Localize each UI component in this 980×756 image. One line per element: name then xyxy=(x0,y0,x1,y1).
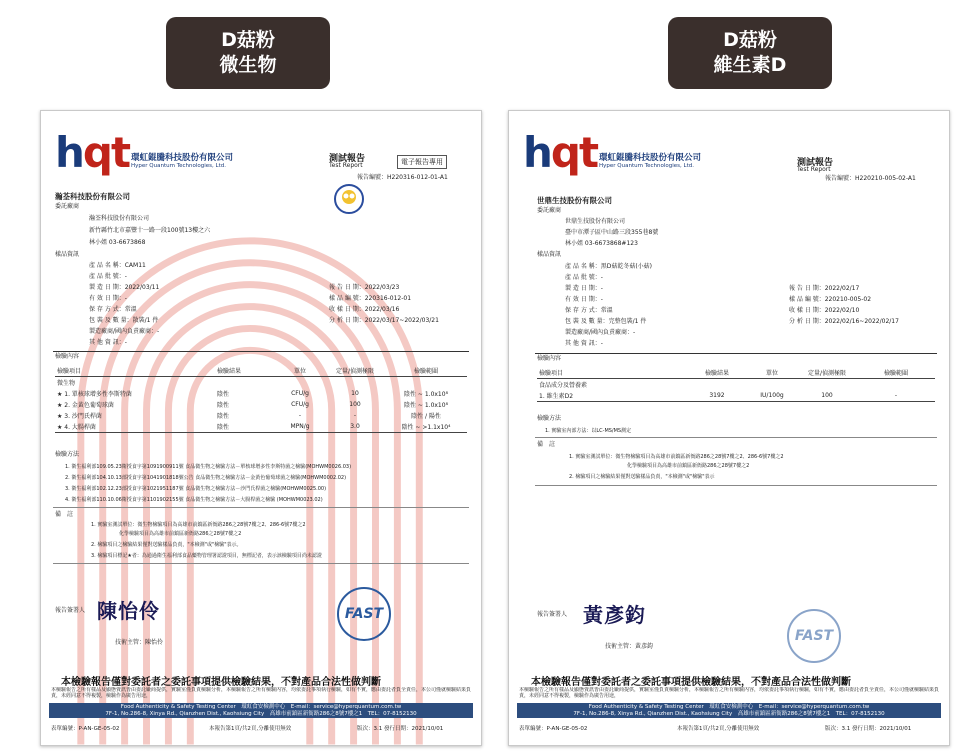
test-report-microbiology xyxy=(40,110,482,746)
cell: ★ 2. 金黃色葡萄球菌 xyxy=(57,402,114,409)
fast-certification-stamp xyxy=(337,587,391,641)
footer-bar-line1: Food Authenticity & Safety Testing Center 環虹食安檢測中心 E-mail：service@hyperquantum.com.tw xyxy=(120,704,402,710)
company-name-en: Hyper Quantum Technologies, Ltd. xyxy=(131,163,226,169)
header-pill-left xyxy=(166,17,330,89)
footer-disclaimer: 本檢驗報告之所有樣品及顯態資訊皆由委託廠商提供，實驗室僅負責檢驗分析，本檢驗報告之所有檢驗內容，均依委託事項執行檢驗，如有不實，應由委託者負全責任，本公司僅就檢驗結果負責，未經同意不得複製，檢驗作為廣告用途， xyxy=(519,687,939,699)
hqt-logo xyxy=(55,128,130,177)
note-line: 化學檢驗項目為高雄市前鎮區新衙路286之28號7樓之2 xyxy=(627,463,750,469)
cell: 3192 xyxy=(709,392,725,399)
hqt-logo-text: hqt xyxy=(523,128,598,177)
report-title-en: Test Report xyxy=(797,166,831,173)
table-row xyxy=(55,421,467,433)
sample-field: 產 品 批 號：- xyxy=(89,273,127,280)
version-info: 版次：3.1 發行日期：2021/10/01 xyxy=(357,726,444,732)
footer-headline: 本檢驗報告僅對委託者之委託事項提供檢驗結果，不對產品合法性做判斷 xyxy=(531,677,851,688)
company-name-zh: 環虹錕騰科技股份有限公司 xyxy=(131,153,234,163)
col-header: 定量/偵測極限 xyxy=(335,368,375,375)
signature: 陳怡伶 xyxy=(97,599,160,623)
cell: CFU/g xyxy=(291,401,309,408)
col-header: 定量/偵測極限 xyxy=(807,370,847,377)
footer-bar-line2: 7F-1, No.286-8, Xinya Rd., Qianzhen Dist., Kaohsiung City 高雄市前鎮區新衙路286之8號7樓之1 TEL：07-8152130 xyxy=(105,711,417,717)
sample-field: 製造廠商/國內負責廠商：- xyxy=(565,329,636,336)
note-line: 2. 檢驗項目之檢驗結果僅對送驗樣品負責，"本檢測"或"檢驗"表示 xyxy=(569,474,715,480)
hqt-logo-text: hqt xyxy=(55,128,130,177)
method-line: 2. 衛生福利部104.10.13部授食字第1041901818號公告 食品微生物之檢驗方法－金黃色葡萄球菌之檢驗(MOHWM0002.02) xyxy=(65,475,347,481)
results-table xyxy=(537,367,935,402)
header-pill-right xyxy=(668,17,832,89)
col-header: 檢驗結果 xyxy=(217,368,242,375)
sample-field: 製 造 日 期：- xyxy=(565,285,603,292)
divider xyxy=(53,507,469,508)
method-line: 1. 實驗室內部方法：以LC-MS/MS測定 xyxy=(545,428,632,434)
col-header: 檢驗項目 xyxy=(539,370,564,377)
client-line-3: 林小姐 03-6673868#123 xyxy=(565,240,638,247)
form-number: 表單編號：P-AN-GE-05-02 xyxy=(519,726,588,732)
cell: 10 xyxy=(351,390,359,397)
header-right-line1: D菇粉 xyxy=(723,29,777,51)
cell: 陰性 ~ >1.1x10⁴ xyxy=(401,424,451,431)
test-report-vitamin-d xyxy=(508,110,950,746)
sample-field: 產 品 批 號：- xyxy=(565,274,603,281)
group-label: 食品成分及營養素 xyxy=(539,382,588,389)
note-line: 1. 實驗室測試單位：微生物檢驗項目為高雄市前鎮區新衙路286之28號7樓之2、286-6號7樓之2 xyxy=(569,454,784,460)
sample-field-right: 報 告 日 期：2022/02/17 xyxy=(789,285,860,292)
sample-field: 保 存 方 式：常溫 xyxy=(89,306,137,313)
sample-field: 其 他 資 訊：- xyxy=(565,340,603,347)
cell: 1. 維生素D2 xyxy=(539,393,574,400)
sample-field: 包 裝 及 數 量：散裝/1 件 xyxy=(89,317,159,324)
client-line-1: 瀚荃科技股份有限公司 xyxy=(89,215,150,222)
note-line: 2. 檢驗項目之檢驗結果僅對送驗樣品負責，"本檢測"或"檢驗"表示。 xyxy=(91,542,242,548)
sample-field-right: 樣 品 編 號：220210-005-02 xyxy=(789,296,872,303)
cell: 100 xyxy=(349,401,361,408)
cell: ★ 4. 大腸桿菌 xyxy=(57,424,96,431)
fast-certification-stamp xyxy=(787,609,841,663)
sample-field: 製 造 日 期：2022/03/11 xyxy=(89,284,160,291)
cell: IU/100g xyxy=(760,392,784,399)
fast-stamp-text: FAST xyxy=(794,628,834,644)
electronic-report-stamp: 電子報告專用 xyxy=(397,155,447,169)
table-header-row xyxy=(537,367,935,379)
method-line: 3. 衛生福利部102.12.23部授食字第1021951187號 食品微生物之檢驗方法－沙門氏桿菌之檢驗(MOHWM0025.00) xyxy=(65,486,327,492)
cell: CFU/g xyxy=(291,390,309,397)
table-row xyxy=(537,390,935,402)
cell: 陰性 xyxy=(217,424,230,431)
sample-field: 有 效 日 期：- xyxy=(565,296,603,303)
results-table xyxy=(55,365,467,433)
company-name-zh: 環虹錕騰科技股份有限公司 xyxy=(599,153,702,163)
taf-seal-icon xyxy=(333,183,365,215)
report-title-zh: 測試報告 xyxy=(329,154,366,164)
cell: 陰性 ~ 1.0x10⁸ xyxy=(404,391,448,398)
footer-bar-line1: Food Authenticity & Safety Testing Center 環虹食安檢測中心 E-mail：service@hyperquantum.com.tw xyxy=(588,704,870,710)
cell: 陰性 xyxy=(217,402,230,409)
tech-supervisor: 技術主管：黃彥鈞 xyxy=(605,643,654,650)
client-label: 委託廠商 xyxy=(55,203,80,210)
footer-bar-line2: 7F-1, No.286-8, Xinya Rd., Qianzhen Dist., Kaohsiung City 高雄市前鎮區新衙路286之8號7樓之1 TEL：07-8152130 xyxy=(573,711,885,717)
sample-field: 其 他 資 訊：- xyxy=(89,339,127,346)
cell: 陰性 ~ 1.0x10⁸ xyxy=(404,402,448,409)
client-line-3: 林小姐 03-6673868 xyxy=(89,239,146,246)
method-label: 檢驗方法 xyxy=(537,415,562,422)
footer-contact-bar xyxy=(49,703,473,718)
client-label: 委託廠商 xyxy=(537,207,562,214)
footer-disclaimer: 本檢驗報告之所有樣品及顯態資訊皆由委託廠商提供，實驗室僅負責檢驗分析，本檢驗報告之所有檢驗內容，均依委託事項執行檢驗，如有不實，應由委託者負全責任，本公司僅就檢驗結果負責，未經同意不得複製，檢驗作為廣告用途， xyxy=(51,687,471,699)
report-title-zh: 測試報告 xyxy=(797,158,834,168)
divider xyxy=(535,353,937,354)
tech-supervisor: 技術主管：陳怡伶 xyxy=(115,639,164,646)
col-header: 檢驗結果 xyxy=(704,370,729,377)
table-group-row xyxy=(537,379,935,391)
cell: - xyxy=(298,412,302,419)
cell: 100 xyxy=(821,392,833,399)
note-line: 3. 檢驗項目標記★者：為通過衛生福利部食品藥物管理署認證項目，無標記者，表示該檢驗項目尚未認證 xyxy=(91,553,322,559)
sample-field: 保 存 方 式：常溫 xyxy=(565,307,613,314)
note-line: 1. 實驗室測試單位：微生物檢驗項目為高雄市前鎮區新衙路286之28號7樓之2、286-6號7樓之2 xyxy=(91,522,306,528)
sample-field: 有 效 日 期：- xyxy=(89,295,127,302)
form-number: 表單編號：P-AN-GE-05-02 xyxy=(51,726,120,732)
col-header: 檢驗範圍 xyxy=(413,368,438,375)
client-line-1: 世鼎生技股份有限公司 xyxy=(565,218,626,225)
signer-label: 報告簽署人 xyxy=(55,607,86,614)
page-number: 本報告第1頁/共2頁,分離使用無效 xyxy=(209,726,292,732)
header-left-line2: 微生物 xyxy=(219,54,277,76)
sample-field-right: 收 樣 日 期：2022/02/10 xyxy=(789,307,860,314)
divider xyxy=(535,485,937,486)
client-line-2: 臺中市潭子區中山路三段355巷8號 xyxy=(565,229,659,236)
hqt-logo xyxy=(523,128,598,177)
method-line: 1. 衛生福利部109.05.23衛授食字第1091900911號 食品微生物之檢驗方法－單核球增多性李斯特菌之檢驗(MOHWM0026.03) xyxy=(65,464,352,470)
col-header: 檢驗項目 xyxy=(57,368,82,375)
sample-field-right: 分 析 日 期：2022/02/16~2022/02/17 xyxy=(789,318,899,325)
method-label: 檢驗方法 xyxy=(55,451,80,458)
col-header: 單位 xyxy=(293,368,306,375)
sample-field-right: 收 樣 日 期：2022/03/16 xyxy=(329,306,400,313)
signature: 黃彥鈞 xyxy=(583,603,646,627)
sample-field: 包 裝 及 數 量：完整包裝/1 件 xyxy=(565,318,647,325)
sample-info-label: 樣品資訊 xyxy=(55,251,80,258)
header-left-line1: D菇粉 xyxy=(221,29,275,51)
header-right-line2: 維生素D xyxy=(713,54,787,76)
cell: - xyxy=(353,412,357,419)
table-header-row xyxy=(55,365,467,377)
cell: 陰性 / 陽性 xyxy=(411,413,441,420)
divider xyxy=(53,351,469,352)
cell: - xyxy=(894,392,898,399)
items-label: 檢驗內容 xyxy=(55,353,80,360)
divider xyxy=(535,437,937,438)
notes-label: 備 註 xyxy=(55,511,74,518)
col-header: 檢驗範圍 xyxy=(883,370,908,377)
signer-label: 報告簽署人 xyxy=(537,611,568,618)
sample-field-right: 樣 品 編 號：220316-012-01 xyxy=(329,295,412,302)
cell: MPN/g xyxy=(290,423,310,430)
col-header: 單位 xyxy=(765,370,778,377)
cell: 陰性 xyxy=(217,413,230,420)
items-label: 檢驗內容 xyxy=(537,355,562,362)
sample-field: 產 品 名 稱：CAM11 xyxy=(89,262,146,269)
table-row xyxy=(55,410,467,421)
table-group-row xyxy=(55,377,467,389)
note-line: 化學檢驗項目為高雄市前鎮區新衙路286之28號7樓之2 xyxy=(119,531,242,537)
footer-headline: 本檢驗報告僅對委託者之委託事項提供檢驗結果，不對產品合法性做判斷 xyxy=(61,677,381,688)
group-label: 微生物 xyxy=(57,380,76,387)
sample-field: 製造廠商/國內負責廠商：- xyxy=(89,328,160,335)
table-row xyxy=(55,388,467,399)
method-line: 4. 衛生福利部110.10.06衛授食字第1101902155號 食品微生物之檢驗方法－大腸桿菌之檢驗 (MOHWM0023.02) xyxy=(65,497,323,503)
client-company: 瀚荃科技股份有限公司 xyxy=(55,192,130,201)
divider xyxy=(53,563,469,564)
report-title-en: Test Report xyxy=(329,162,363,169)
footer-contact-bar xyxy=(517,703,941,718)
client-line-2: 新竹縣竹北市嘉豐十一路一段100號13樓之六 xyxy=(89,227,211,234)
report-number: 報告編號：H220316-012-01-A1 xyxy=(357,174,448,181)
sample-field-right: 分 析 日 期：2022/03/17~2022/03/21 xyxy=(329,317,439,324)
notes-label: 備 註 xyxy=(537,441,556,448)
fast-stamp-text: FAST xyxy=(344,606,384,622)
cell: 3.0 xyxy=(350,423,360,430)
cell: ★ 1. 單核球增多性李斯特菌 xyxy=(57,391,132,398)
report-number: 報告編號：H220210-005-02-A1 xyxy=(825,175,916,182)
sample-info-label: 樣品資訊 xyxy=(537,251,562,258)
table-row xyxy=(55,399,467,410)
sample-field: 產 品 名 稱：黑D菇乾冬菇(小菇) xyxy=(565,263,653,270)
company-name-en: Hyper Quantum Technologies, Ltd. xyxy=(599,163,694,169)
page-number: 本報告第1頁/共2頁,分離使用無效 xyxy=(677,726,760,732)
cell: ★ 3. 沙門氏桿菌 xyxy=(57,413,102,420)
cell: 陰性 xyxy=(217,391,230,398)
version-info: 版次：3.1 發行日期：2021/10/01 xyxy=(825,726,912,732)
sample-field-right: 報 告 日 期：2022/03/23 xyxy=(329,284,400,291)
client-company: 世鼎生技股份有限公司 xyxy=(537,196,612,205)
